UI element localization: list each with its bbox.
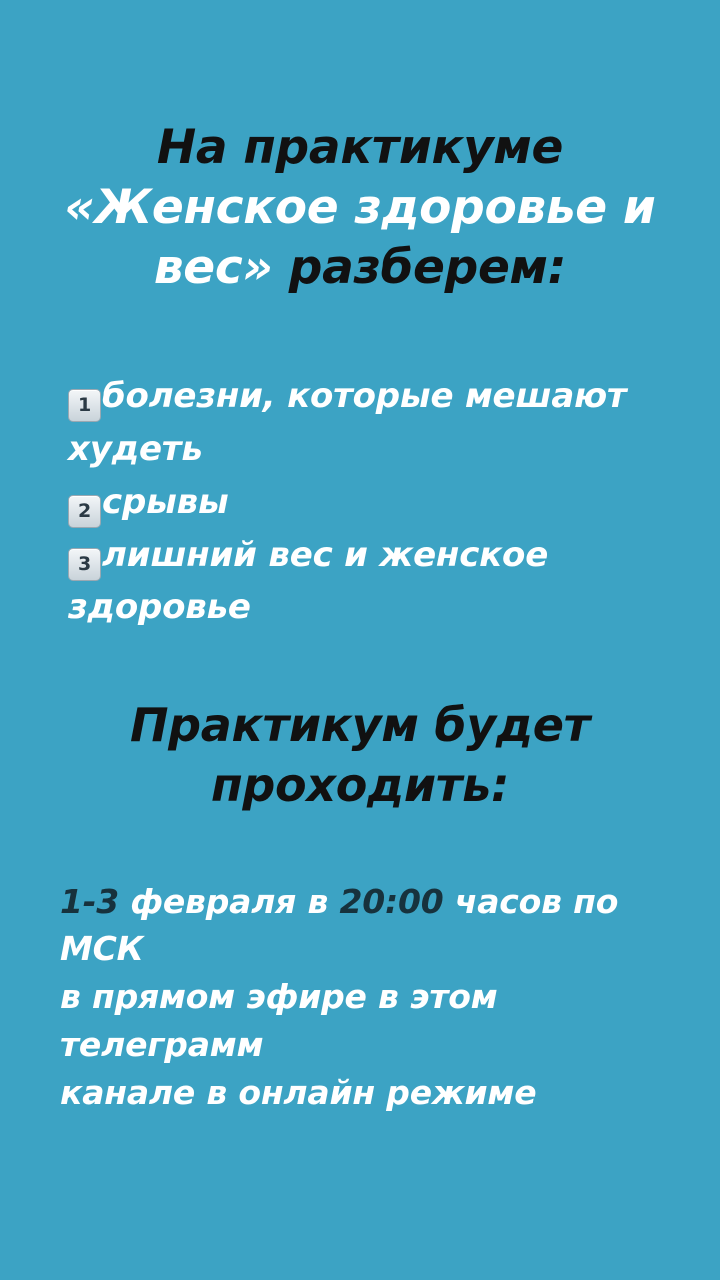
- topics-list: [50, 370, 670, 633]
- list-item: [50, 370, 670, 475]
- subheading-line-1: Практикум будет: [129, 697, 590, 752]
- schedule-line-3: канале в онлайн режиме: [60, 1072, 537, 1112]
- schedule-dates: 1-3: [60, 881, 120, 921]
- list-item-label: лишний вес и женское здоровье: [68, 534, 549, 628]
- schedule-details: [50, 878, 670, 1117]
- headline-line-2: «Женское здоровье и: [64, 180, 656, 236]
- headline-line-3-dark: разберем:: [272, 240, 567, 296]
- page-title: [50, 0, 670, 298]
- number-badge-icon: 1: [68, 389, 101, 422]
- headline-line-3-white: вес»: [153, 240, 273, 296]
- schedule-timezone: часов по МСК: [60, 881, 619, 969]
- section-subtitle: [50, 696, 670, 816]
- list-item-label: срывы: [102, 481, 229, 522]
- subheading-line-2: проходить:: [210, 757, 510, 812]
- number-badge-icon: 2: [68, 495, 101, 528]
- schedule-line-1: [60, 878, 670, 974]
- schedule-time: 20:00: [339, 881, 444, 921]
- headline-line-3: [50, 238, 670, 298]
- headline-line-1: На практикуме: [156, 120, 564, 175]
- list-item: [50, 529, 670, 634]
- schedule-month: февраля в: [119, 881, 340, 921]
- number-badge-icon: 3: [68, 548, 101, 581]
- list-item: [50, 476, 670, 529]
- schedule-line-2: в прямом эфире в этом телеграмм: [60, 977, 498, 1065]
- list-item-label: болезни, которые мешают худеть: [68, 376, 627, 470]
